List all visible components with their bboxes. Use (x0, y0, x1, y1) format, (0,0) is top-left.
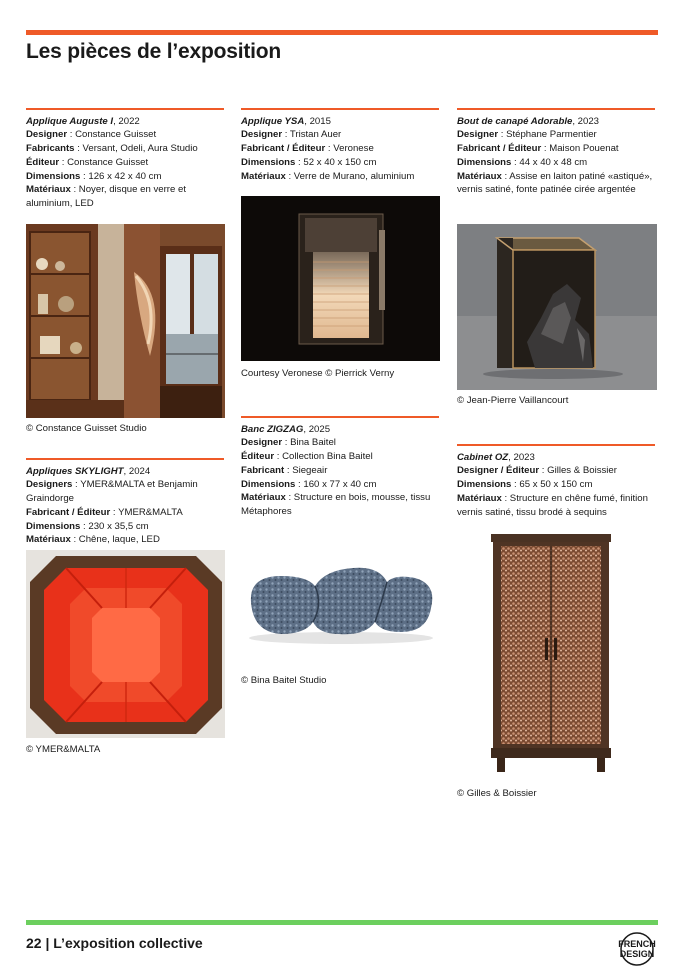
value-dimensions: 230 x 35,5 cm (88, 520, 149, 532)
top-orange-rule (26, 30, 658, 35)
credit-adorable: © Jean-Pierre Vaillancourt (457, 395, 569, 406)
entry-ysa-text (241, 115, 439, 184)
value-designer: Stéphane Parmentier (506, 129, 597, 141)
sep: : (285, 170, 294, 182)
sep: : (110, 506, 119, 518)
entry-skylight (26, 458, 224, 547)
entry-ysa (241, 108, 439, 183)
french-design-logo-icon (614, 930, 660, 968)
sep: : (282, 129, 290, 141)
sep: : (70, 184, 79, 196)
label-designer: Designer (241, 437, 283, 449)
label-fabricant: Fabricant (241, 464, 285, 476)
entry-year: , 2022 (113, 115, 140, 127)
entry-year: , 2023 (508, 451, 535, 463)
value-dimensions: 160 x 77 x 40 cm (303, 478, 377, 490)
label-designer-editeur: Designer / Éditeur (457, 465, 540, 477)
sep: : (274, 451, 283, 463)
label-dimensions: Dimensions (241, 156, 296, 168)
sep: : (511, 479, 520, 491)
entry-rule (457, 108, 655, 110)
value-materiaux: Chêne, laque, LED (78, 534, 160, 546)
value-fabricant-editeur: Maison Pouenat (549, 143, 619, 155)
entry-adorable (457, 108, 655, 197)
label-materiaux: Matériaux (26, 534, 71, 546)
photo-oz (487, 532, 615, 776)
value-dimensions: 52 x 40 x 150 cm (303, 156, 377, 168)
entry-oz (457, 444, 655, 519)
sep: : (284, 464, 293, 476)
value-fabricant-editeur: Veronese (333, 143, 374, 155)
sep: : (511, 156, 520, 168)
entry-name: Bout de canapé Adorable (457, 115, 573, 127)
entry-year: , 2023 (572, 115, 600, 127)
credit-ysa: Courtesy Veronese © Pierrick Verny (241, 368, 395, 379)
value-materiaux: Verre de Murano, aluminium (293, 170, 415, 182)
entry-skylight-text (26, 465, 224, 548)
logo-line2: DESIGN (619, 949, 655, 959)
value-designer-editeur: Gilles & Boissier (547, 465, 617, 477)
entry-auguste (26, 108, 224, 211)
value-editeur: Collection Bina Baitel (282, 451, 373, 463)
label-designer: Designer (241, 129, 283, 141)
photo-zigzag (241, 552, 440, 652)
entry-year: , 2015 (304, 115, 331, 127)
entry-oz-text (457, 451, 655, 520)
label-dimensions: Dimensions (457, 156, 512, 168)
label-editeur: Éditeur (241, 451, 275, 463)
label-designer: Designer (26, 129, 68, 141)
label-dimensions: Dimensions (26, 520, 81, 532)
value-editeur: Constance Guisset (67, 156, 149, 168)
sep: : (59, 156, 68, 168)
sep: : (325, 143, 334, 155)
credit-oz: © Gilles & Boissier (457, 788, 537, 799)
footer (26, 935, 203, 951)
sep: : (80, 520, 89, 532)
page-title: Les pièces de l’exposition (26, 40, 282, 63)
label-designers: Designers (26, 479, 73, 491)
label-fabricant-editeur: Fabricant / Éditeur (457, 143, 542, 155)
label-materiaux: Matériaux (241, 492, 286, 504)
entry-name: Applique Auguste I (26, 115, 114, 127)
label-fabricants: Fabricants (26, 143, 75, 155)
credit-auguste: © Constance Guisset Studio (26, 423, 147, 434)
label-dimensions: Dimensions (241, 478, 296, 490)
page-number: 22 (26, 935, 42, 951)
photo-ysa (241, 196, 440, 361)
sep: : (67, 129, 76, 141)
entry-name: Applique YSA (241, 115, 305, 127)
sep: : (501, 492, 510, 504)
value-fabricants: Versant, Odeli, Aura Studio (82, 143, 198, 155)
sep: : (501, 170, 510, 182)
sep: : (295, 156, 304, 168)
footer-separator: | (41, 935, 54, 951)
value-dimensions: 126 x 42 x 40 cm (88, 170, 162, 182)
value-dimensions: 65 x 50 x 150 cm (519, 479, 593, 491)
value-designer: Tristan Auer (289, 129, 342, 141)
label-materiaux: Matériaux (457, 492, 502, 504)
photo-skylight (26, 550, 225, 738)
value-materiaux: Assise en laiton patiné «astiqué», vernis satiné, fonte patinée cirée argentée (457, 170, 653, 196)
value-designer: Bina Baitel (290, 437, 336, 449)
label-fabricant-editeur: Fabricant / Éditeur (241, 143, 326, 155)
value-dimensions: 44 x 40 x 48 cm (519, 156, 588, 168)
value-designer: Constance Guisset (75, 129, 157, 141)
sep: : (80, 170, 89, 182)
entry-name: Banc ZIGZAG (241, 423, 304, 435)
credit-zigzag: © Bina Baitel Studio (241, 675, 327, 686)
entry-rule (241, 416, 439, 418)
sep: : (539, 465, 548, 477)
bottom-green-rule (26, 920, 658, 925)
value-materiaux: Structure en chêne fumé, finition vernis satiné, tissu brodé à sequins (457, 492, 648, 518)
entry-year: , 2025 (303, 423, 331, 435)
label-editeur: Éditeur (26, 156, 60, 168)
logo-line1: FRENCH (618, 939, 656, 949)
value-materiaux: Structure en bois, mousse, tissu Métaphores (241, 492, 431, 518)
photo-auguste (26, 224, 225, 418)
label-materiaux: Matériaux (26, 184, 71, 196)
label-designer: Designer (457, 129, 499, 141)
photo-adorable (457, 224, 657, 390)
entry-rule (26, 458, 224, 460)
entry-zigzag (241, 416, 439, 519)
sep: : (72, 479, 81, 491)
entry-rule (26, 108, 224, 110)
value-fabricant-editeur: YMER&MALTA (118, 506, 183, 518)
sep: : (541, 143, 550, 155)
entry-year: , 2024 (123, 465, 151, 477)
value-designers: YMER&MALTA et Benjamin Graindorge (26, 479, 198, 505)
entry-name: Appliques SKYLIGHT (26, 465, 124, 477)
sep: : (70, 534, 79, 546)
label-materiaux: Matériaux (457, 170, 502, 182)
value-fabricant: Siegeair (292, 464, 328, 476)
sep: : (282, 437, 291, 449)
section-title: L’exposition collective (53, 935, 203, 951)
entry-name: Cabinet OZ (457, 451, 509, 463)
entry-auguste-text (26, 115, 224, 212)
label-dimensions: Dimensions (457, 479, 512, 491)
label-materiaux: Matériaux (241, 170, 286, 182)
entry-adorable-text (457, 115, 655, 198)
credit-skylight: © YMER&MALTA (26, 744, 101, 755)
sep: : (74, 143, 83, 155)
sep: : (285, 492, 294, 504)
label-fabricant-editeur: Fabricant / Éditeur (26, 506, 111, 518)
entry-rule (241, 108, 439, 110)
entry-zigzag-text (241, 423, 439, 520)
sep: : (498, 129, 507, 141)
entry-rule (457, 444, 655, 446)
label-dimensions: Dimensions (26, 170, 81, 182)
sep: : (295, 478, 304, 490)
value-materiaux: Noyer, disque en verre et aluminium, LED (26, 184, 186, 210)
